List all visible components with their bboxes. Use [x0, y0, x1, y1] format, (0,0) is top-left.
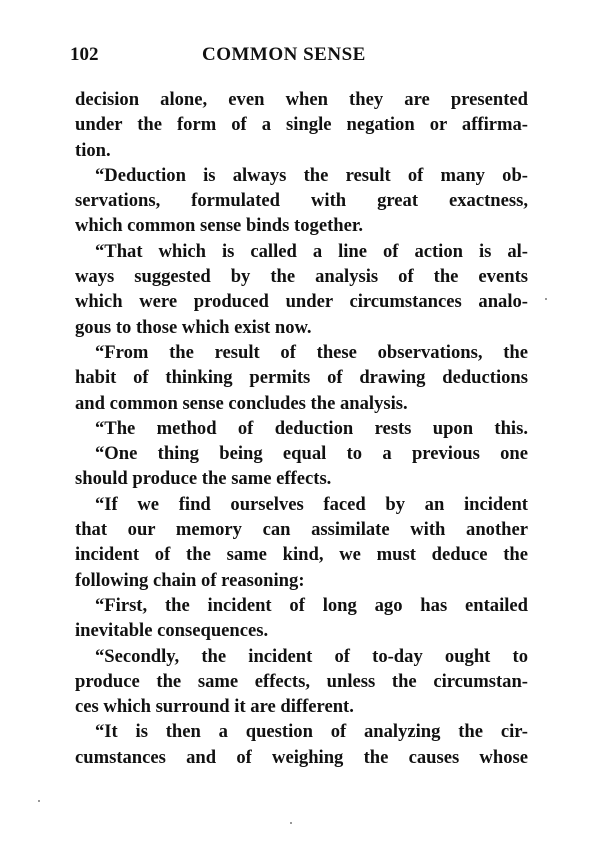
- text-line: habit of thinking permits of drawing deductions: [75, 367, 528, 389]
- scan-speck: [290, 822, 292, 824]
- text-line: “It is then a question of analyzing the cir-: [95, 721, 528, 743]
- text-line: following chain of reasoning:: [75, 569, 305, 591]
- text-line: “From the result of these observations, the: [95, 341, 528, 363]
- text-line: produce the same effects, unless the circumstan-: [75, 670, 528, 692]
- text-line: and common sense concludes the analysis.: [75, 392, 408, 414]
- text-line: “Secondly, the incident of to-day ought to: [95, 645, 528, 667]
- text-line: under the form of a single negation or affirma-: [75, 114, 528, 136]
- text-line: “Deduction is always the result of many ob-: [95, 164, 528, 186]
- text-line: incident of the same kind, we must deduce the: [75, 544, 528, 566]
- text-line: cumstances and of weighing the causes whose: [75, 746, 528, 768]
- text-line: “One thing being equal to a previous one: [95, 443, 528, 465]
- text-line: “First, the incident of long ago has entailed: [95, 594, 528, 616]
- text-line: decision alone, even when they are presented: [75, 89, 528, 110]
- text-line: ways suggested by the analysis of the events: [75, 266, 528, 288]
- text-line: tion.: [75, 139, 111, 161]
- text-line: gous to those which exist now.: [75, 316, 312, 338]
- text-line: which common sense binds together.: [75, 215, 364, 237]
- text-line: servations, formulated with great exactness,: [75, 190, 528, 212]
- scan-speck: [38, 800, 40, 802]
- page-number: 102: [70, 44, 99, 65]
- page-body-text: [75, 87, 528, 770]
- text-line: that our memory can assimilate with another: [75, 519, 528, 541]
- text-line: “That which is called a line of action is al-: [95, 240, 528, 262]
- text-line: should produce the same effects.: [75, 468, 332, 490]
- text-line: ces which surround it are different.: [75, 696, 354, 718]
- text-line: “If we find ourselves faced by an incident: [95, 493, 528, 515]
- text-line: “The method of deduction rests upon this.: [95, 417, 528, 439]
- running-title: COMMON SENSE: [202, 44, 366, 65]
- text-line: which were produced under circumstances analo-: [75, 291, 528, 313]
- scan-speck: [545, 298, 547, 300]
- text-line: inevitable consequences.: [75, 620, 269, 642]
- running-header: [62, 44, 462, 70]
